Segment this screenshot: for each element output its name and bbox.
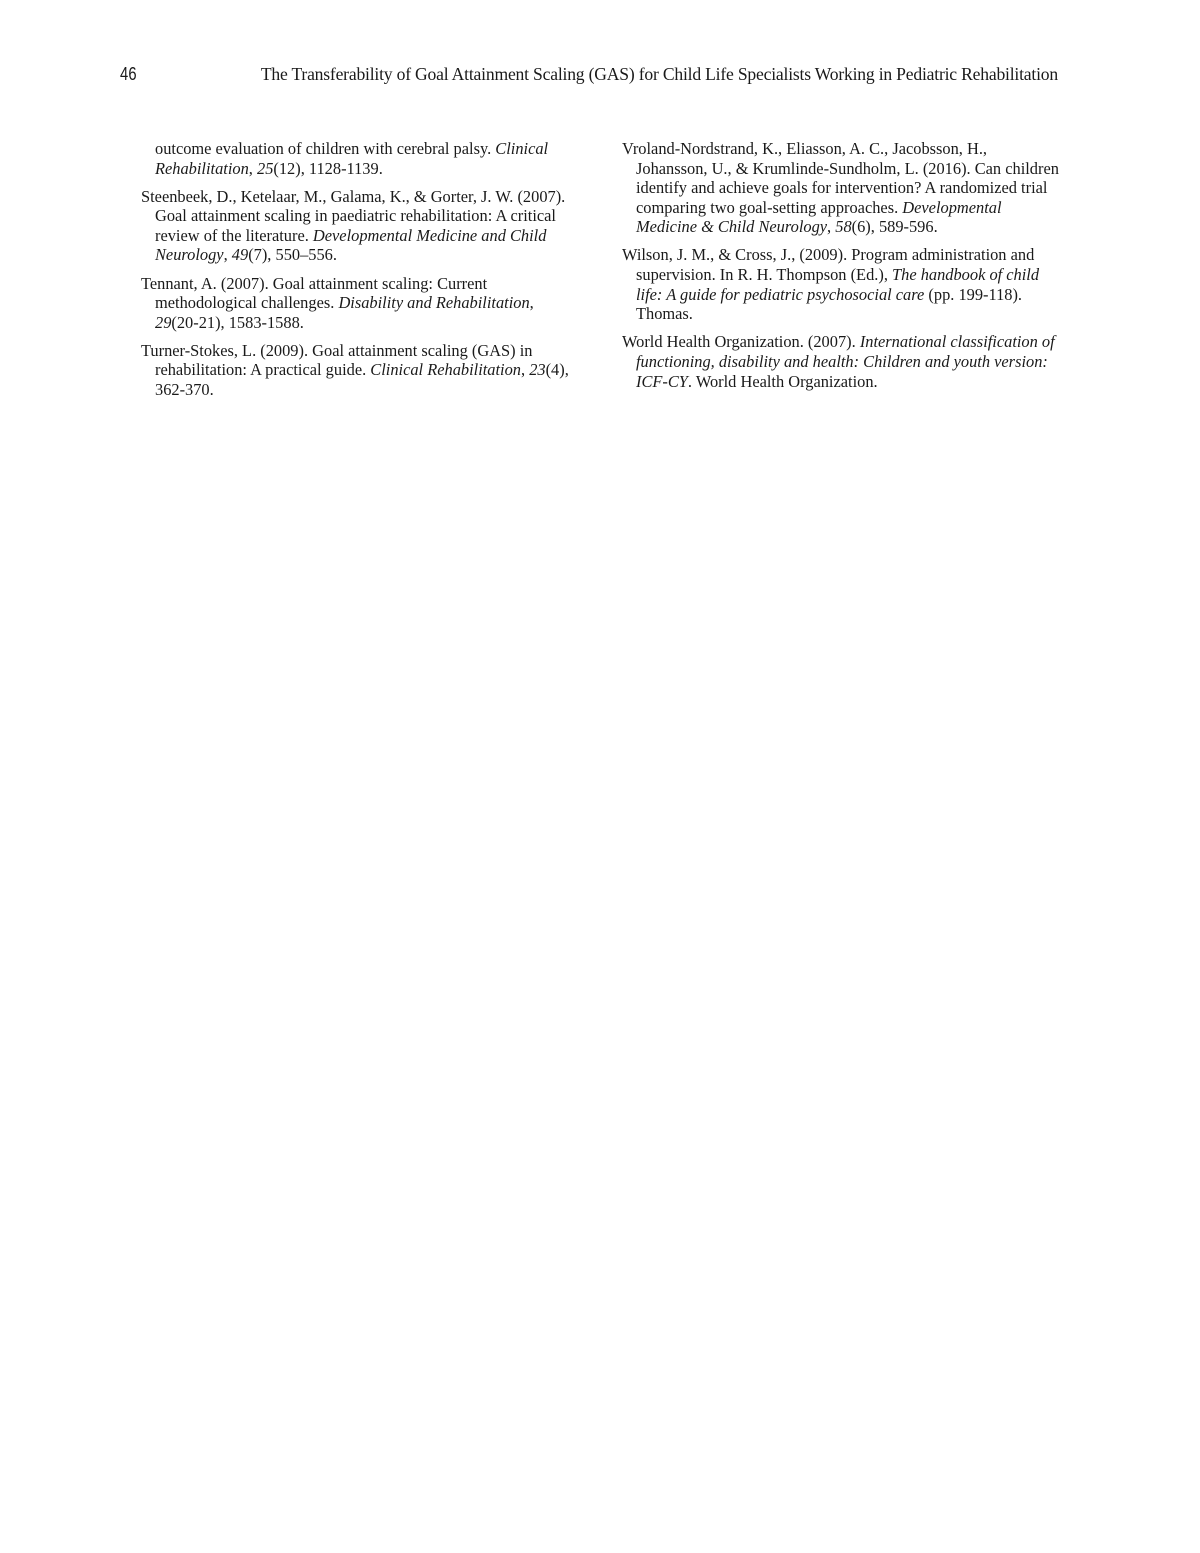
reference-entry <box>141 187 581 265</box>
reference-journal: Developmental Medicine and Child Neurology <box>155 225 547 265</box>
reference-journal: Developmental Medicine & Child Neurology <box>636 197 1002 237</box>
reference-text: . World Health Organization. <box>687 371 878 391</box>
references-right-column <box>622 139 1062 400</box>
reference-text: Tennant, A. (2007). Goal attainment scaling: Current methodological challenges. <box>141 273 488 313</box>
reference-text: , <box>223 245 232 265</box>
reference-volume: 25 <box>257 158 274 178</box>
reference-text: Wilson, J. M., & Cross, J., (2009). Program administration and supervision. In R. H. Thompson (Ed.), <box>622 245 1035 285</box>
page-number: 46 <box>120 64 137 84</box>
reference-text: , <box>248 158 257 178</box>
reference-book-title: The handbook of child life: A guide for pediatric psychosocial care <box>636 265 1040 304</box>
reference-journal: Clinical Rehabilitation <box>370 360 521 380</box>
reference-entry <box>141 274 581 333</box>
reference-volume: 29 <box>155 312 172 332</box>
reference-text: outcome evaluation of children with cerebral palsy. <box>155 139 496 158</box>
reference-text: World Health Organization. (2007). <box>622 332 860 352</box>
reference-text: (7), 550–556. <box>248 245 337 265</box>
reference-text: Steenbeek, D., Ketelaar, M., Galama, K., & Gorter, J. W. (2007). Goal attainment scaling in paediatric rehabilitation: A critical review of the literature. <box>141 186 566 245</box>
reference-text: , <box>827 217 836 237</box>
reference-entry <box>622 245 1062 323</box>
reference-entry <box>622 139 1062 237</box>
reference-text: (pp. 199-118). Thomas. <box>636 284 1023 324</box>
reference-entry <box>141 139 581 178</box>
references-left-column <box>141 139 581 408</box>
reference-text: (4), 362-370. <box>155 360 569 400</box>
reference-journal: Disability and Rehabilitation <box>338 293 530 313</box>
reference-text: (12), 1128-1139. <box>273 158 383 178</box>
reference-journal: Clinical Rehabilitation <box>155 139 549 178</box>
reference-volume: 58 <box>835 217 852 237</box>
reference-entry <box>141 341 581 400</box>
reference-text: , <box>521 360 530 380</box>
reference-text: (20-21), 1583-1588. <box>171 312 304 332</box>
reference-text: Vroland-Nordstrand, K., Eliasson, A. C., Jacobsson, H., Johansson, U., & Krumlinde-Sundholm, L. (2016). Can children identify and achieve goals for intervention? A randomized trial comparing two goal-setting approaches. <box>622 139 1059 217</box>
reference-entry <box>622 332 1062 391</box>
reference-text: Turner-Stokes, L. (2009). Goal attainment scaling (GAS) in rehabilitation: A practical guide. <box>141 340 533 380</box>
reference-volume: 49 <box>231 245 249 265</box>
reference-text: (6), 589-596. <box>851 217 938 237</box>
reference-book-title: International classification of functioning, disability and health: Children and youth version: ICF-CY <box>636 332 1055 391</box>
reference-text: , <box>529 293 534 313</box>
running-header: The Transferability of Goal Attainment Scaling (GAS) for Child Life Specialists Working in Pediatric Rehabilitation <box>260 64 1058 84</box>
reference-volume: 23 <box>529 360 546 380</box>
